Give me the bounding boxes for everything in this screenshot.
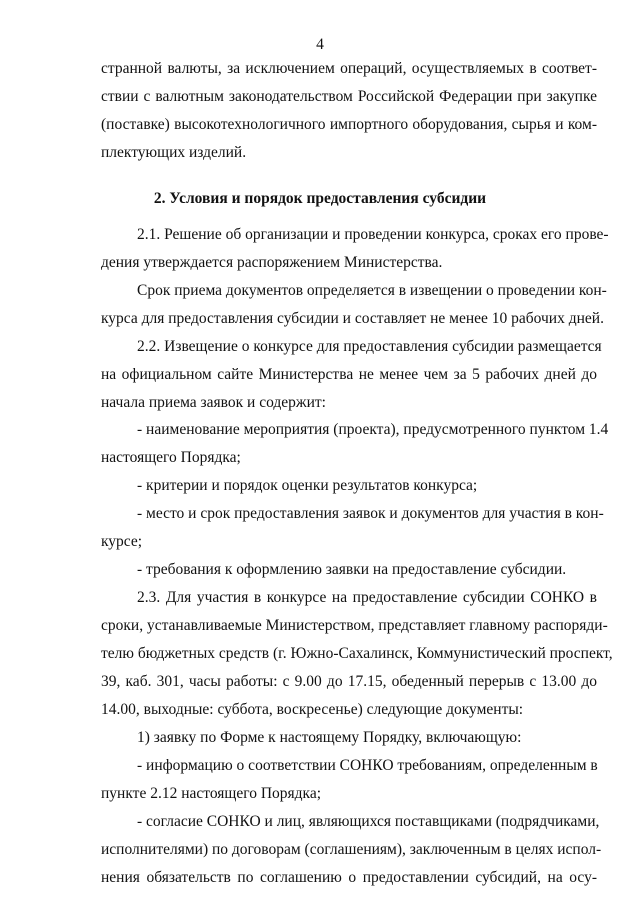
text-line: 39, каб. 301, часы работы: с 9.00 до 17.15, обеденный перерыв с 13.00 до xyxy=(101,673,597,690)
text-line: телю бюджетных средств (г. Южно-Сахалинск, Коммунистический проспект, xyxy=(101,645,613,662)
text-line: на официальном сайте Министерства не менее чем за 5 рабочих дней до xyxy=(101,366,597,383)
text-line: пункте 2.12 настоящего Порядка; xyxy=(101,785,322,802)
text-line: плектующих изделий. xyxy=(101,144,247,161)
text-line: ствии с валютным законодательством Российской Федерации при закупке xyxy=(101,88,597,105)
text-line: настоящего Порядка; xyxy=(101,449,241,466)
text-line: исполнителями) по договорам (соглашениям), заключенным в целях испол- xyxy=(101,841,602,858)
text-line: дения утверждается распоряжением Министерства. xyxy=(101,254,443,271)
text-line: Срок приема документов определяется в извещении о проведении кон- xyxy=(137,282,607,299)
text-line: 1) заявку по Форме к настоящему Порядку, включающую: xyxy=(137,729,522,746)
text-line: - наименование мероприятия (проекта), предусмотренного пунктом 1.4 xyxy=(137,421,609,438)
text-line: - требования к оформлению заявки на предоставление субсидии. xyxy=(137,561,567,578)
text-line: 14.00, выходные: суббота, воскресенье) следующие документы: xyxy=(101,701,524,718)
text-line: начала приема заявок и содержит: xyxy=(101,394,326,411)
section-heading: 2. Условия и порядок предоставления субсидии xyxy=(153,190,487,207)
text-line: сроки, устанавливаемые Министерством, представляет главному распоряди- xyxy=(101,617,608,634)
text-line: - место и срок предоставления заявок и документов для участия в кон- xyxy=(137,505,604,522)
text-line: нения обязательств по соглашению о предоставлении субсидий, на осу- xyxy=(101,869,597,886)
text-line: странной валюты, за исключением операций, осуществляемых в соответ- xyxy=(101,60,597,77)
text-line: курсе; xyxy=(101,533,143,550)
text-line: 2.1. Решение об организации и проведении конкурса, сроках его прове- xyxy=(137,226,609,243)
text-line: - информацию о соответствии СОНКО требованиям, определенным в xyxy=(137,757,598,774)
text-line: - согласие СОНКО и лиц, являющихся поставщиками (подрядчиками, xyxy=(137,813,600,830)
page-number: 4 xyxy=(316,36,324,53)
text-line: 2.3. Для участия в конкурсе на предоставление субсидии СОНКО в xyxy=(137,589,597,606)
text-line: (поставке) высокотехнологичного импортного оборудования, сырья и ком- xyxy=(101,116,597,133)
text-line: - критерии и порядок оценки результатов конкурса; xyxy=(137,477,478,494)
text-line: 2.2. Извещение о конкурсе для предоставления субсидии размещается xyxy=(137,338,602,355)
text-line: курса для предоставления субсидии и составляет не менее 10 рабочих дней. xyxy=(101,310,604,327)
